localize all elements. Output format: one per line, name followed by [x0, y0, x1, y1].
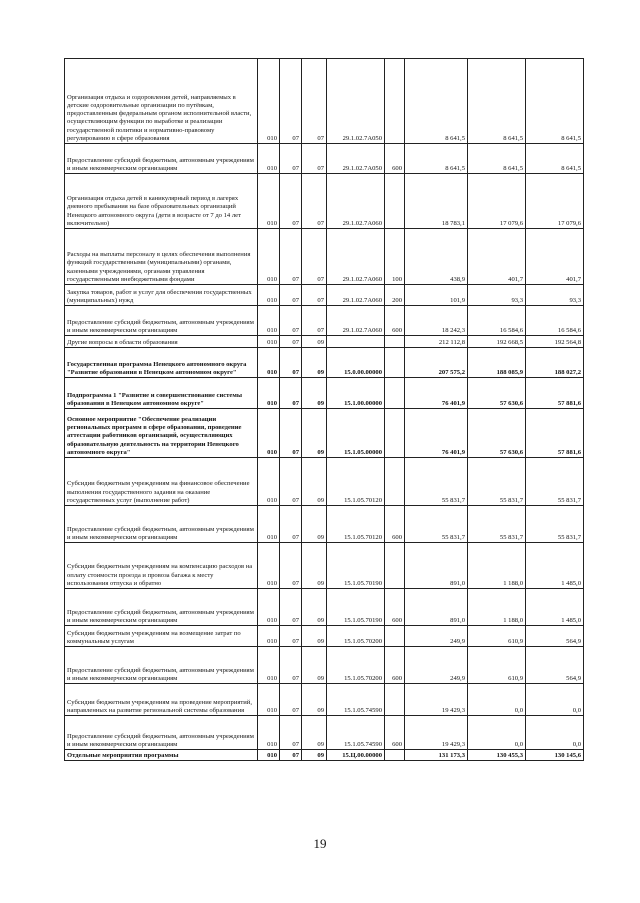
table-row: [65, 684, 584, 716]
row-name: Субсидии бюджетным учреждениям на финансовое обеспечение выполнения государственного задания на оказание государственных услуг (выполнение работ): [65, 458, 258, 506]
ministry-code: 010: [258, 589, 280, 626]
amount-year-3: 8 641,5: [526, 59, 584, 144]
amount-year-2: 192 668,5: [468, 336, 526, 348]
row-name: Предоставление субсидий бюджетным, автономным учреждениям и иным некоммерческим организациям: [65, 306, 258, 336]
subsection-code: 09: [302, 336, 327, 348]
subsection-code: 07: [302, 285, 327, 306]
amount-year-2: 57 630,6: [468, 378, 526, 409]
amount-year-2: 188 085,9: [468, 348, 526, 378]
row-name: Отдельные мероприятия программы: [65, 750, 258, 761]
row-name: Предоставление субсидий бюджетным, автономным учреждениям и иным некоммерческим организациям: [65, 144, 258, 174]
table-row: [65, 285, 584, 306]
subsection-code: 09: [302, 750, 327, 761]
subsection-code: 09: [302, 378, 327, 409]
target-article-code: 15.1.05.70190: [327, 589, 385, 626]
ministry-code: 010: [258, 378, 280, 409]
target-article-code: 15.1.05.74590: [327, 684, 385, 716]
subsection-code: 09: [302, 543, 327, 589]
subsection-code: 09: [302, 626, 327, 647]
table-row: [65, 716, 584, 750]
amount-year-3: 57 881,6: [526, 378, 584, 409]
subsection-code: 09: [302, 506, 327, 543]
target-article-code: 29.1.02.7А060: [327, 174, 385, 229]
ministry-code: 010: [258, 716, 280, 750]
amount-year-3: 57 881,6: [526, 409, 584, 458]
amount-year-2: 1 188,0: [468, 589, 526, 626]
amount-year-2: 8 641,5: [468, 59, 526, 144]
expense-type-code: [385, 458, 405, 506]
amount-year-3: 564,9: [526, 626, 584, 647]
expense-type-code: 600: [385, 716, 405, 750]
amount-year-3: 16 584,6: [526, 306, 584, 336]
section-code: 07: [280, 716, 302, 750]
section-code: 07: [280, 543, 302, 589]
section-code: 07: [280, 626, 302, 647]
expense-type-code: 600: [385, 589, 405, 626]
amount-year-1: 55 831,7: [405, 458, 468, 506]
amount-year-1: 18 783,1: [405, 174, 468, 229]
amount-year-3: 55 831,7: [526, 506, 584, 543]
expense-type-code: 600: [385, 144, 405, 174]
amount-year-2: 17 079,6: [468, 174, 526, 229]
amount-year-3: 401,7: [526, 229, 584, 285]
ministry-code: 010: [258, 144, 280, 174]
target-article-code: [327, 336, 385, 348]
subsection-code: 07: [302, 229, 327, 285]
section-code: 07: [280, 59, 302, 144]
row-name: Другие вопросы в области образования: [65, 336, 258, 348]
subsection-code: 09: [302, 684, 327, 716]
table-row: [65, 348, 584, 378]
amount-year-2: 55 831,7: [468, 506, 526, 543]
amount-year-1: 76 401,9: [405, 409, 468, 458]
table-row: [65, 589, 584, 626]
ministry-code: 010: [258, 626, 280, 647]
ministry-code: 010: [258, 684, 280, 716]
amount-year-3: 0,0: [526, 716, 584, 750]
target-article-code: 29.1.02.7А050: [327, 144, 385, 174]
amount-year-1: 76 401,9: [405, 378, 468, 409]
subsection-code: 07: [302, 144, 327, 174]
amount-year-1: 55 831,7: [405, 506, 468, 543]
section-code: 07: [280, 750, 302, 761]
ministry-code: 010: [258, 229, 280, 285]
amount-year-3: 17 079,6: [526, 174, 584, 229]
section-code: 07: [280, 589, 302, 626]
row-name: Государственная программа Ненецкого автономного округа "Развитие образования в Ненецком автономном округе": [65, 348, 258, 378]
amount-year-1: 891,0: [405, 543, 468, 589]
subsection-code: 09: [302, 716, 327, 750]
subsection-code: 09: [302, 458, 327, 506]
target-article-code: 15.1.05.70120: [327, 506, 385, 543]
amount-year-1: 249,9: [405, 626, 468, 647]
section-code: 07: [280, 647, 302, 684]
amount-year-3: 1 485,0: [526, 543, 584, 589]
ministry-code: 010: [258, 750, 280, 761]
amount-year-2: 0,0: [468, 716, 526, 750]
target-article-code: 15.0.00.00000: [327, 348, 385, 378]
amount-year-2: 8 641,5: [468, 144, 526, 174]
section-code: 07: [280, 458, 302, 506]
amount-year-3: 130 145,6: [526, 750, 584, 761]
target-article-code: 15.1.05.00000: [327, 409, 385, 458]
row-name: Организация отдыха детей в каникулярный период в лагерях дневного пребывания на базе образовательных организаций Ненецкого автономного округа (дети в возрасте от 7 до 14 лет включительно): [65, 174, 258, 229]
section-code: 07: [280, 174, 302, 229]
section-code: 07: [280, 336, 302, 348]
expense-type-code: [385, 684, 405, 716]
amount-year-1: 207 575,2: [405, 348, 468, 378]
table-row: [65, 229, 584, 285]
table-body: [65, 59, 584, 761]
expense-type-code: 600: [385, 647, 405, 684]
amount-year-3: 93,3: [526, 285, 584, 306]
amount-year-3: 0,0: [526, 684, 584, 716]
expense-type-code: 100: [385, 229, 405, 285]
table-row: [65, 336, 584, 348]
target-article-code: 15.1.05.70190: [327, 543, 385, 589]
ministry-code: 010: [258, 285, 280, 306]
table-row: [65, 626, 584, 647]
target-article-code: 15.1.05.70120: [327, 458, 385, 506]
row-name: Подпрограмма 1 "Развитие и совершенствование системы образования в Ненецком автономном округе": [65, 378, 258, 409]
ministry-code: 010: [258, 543, 280, 589]
subsection-code: 09: [302, 409, 327, 458]
table-row: [65, 506, 584, 543]
ministry-code: 010: [258, 348, 280, 378]
amount-year-1: 101,9: [405, 285, 468, 306]
expense-type-code: 600: [385, 306, 405, 336]
amount-year-2: 1 188,0: [468, 543, 526, 589]
table-row: [65, 174, 584, 229]
target-article-code: 29.1.02.7А060: [327, 306, 385, 336]
target-article-code: 15.1.05.70200: [327, 626, 385, 647]
row-name: Расходы на выплаты персоналу в целях обеспечения выполнения функций государственными (муниципальными) органами, казенными учреждениями, органами управления государственными внебюджетными фондами: [65, 229, 258, 285]
amount-year-2: 610,9: [468, 626, 526, 647]
row-name: Закупка товаров, работ и услуг для обеспечения государственных (муниципальных) нужд: [65, 285, 258, 306]
table-row: [65, 750, 584, 761]
target-article-code: 29.1.02.7А060: [327, 285, 385, 306]
section-code: 07: [280, 348, 302, 378]
expense-type-code: [385, 348, 405, 378]
amount-year-3: 188 027,2: [526, 348, 584, 378]
section-code: 07: [280, 409, 302, 458]
table-row: [65, 144, 584, 174]
target-article-code: 29.1.02.7А050: [327, 59, 385, 144]
section-code: 07: [280, 506, 302, 543]
expense-type-code: [385, 336, 405, 348]
subsection-code: 07: [302, 174, 327, 229]
row-name: Основное мероприятие "Обеспечение реализации региональных программ в сфере образования, проведение аттестации работников организаций, осуществляющих образовательную деятельность на территории Ненецкого автономного округа": [65, 409, 258, 458]
amount-year-2: 93,3: [468, 285, 526, 306]
ministry-code: 010: [258, 306, 280, 336]
amount-year-1: 212 112,8: [405, 336, 468, 348]
amount-year-1: 891,0: [405, 589, 468, 626]
page-number: 19: [313, 836, 327, 851]
section-code: 07: [280, 684, 302, 716]
expense-type-code: [385, 409, 405, 458]
amount-year-1: 249,9: [405, 647, 468, 684]
expense-type-code: 200: [385, 285, 405, 306]
amount-year-2: 0,0: [468, 684, 526, 716]
amount-year-1: 8 641,5: [405, 144, 468, 174]
section-code: 07: [280, 144, 302, 174]
amount-year-3: 8 641,5: [526, 144, 584, 174]
target-article-code: 15.1.00.00000: [327, 378, 385, 409]
ministry-code: 010: [258, 409, 280, 458]
amount-year-2: 16 584,6: [468, 306, 526, 336]
amount-year-1: 438,9: [405, 229, 468, 285]
ministry-code: 010: [258, 174, 280, 229]
amount-year-3: 55 831,7: [526, 458, 584, 506]
table-row: [65, 306, 584, 336]
section-code: 07: [280, 306, 302, 336]
subsection-code: 09: [302, 348, 327, 378]
target-article-code: 15.1.05.74590: [327, 716, 385, 750]
row-name: Предоставление субсидий бюджетным, автономным учреждениям и иным некоммерческим организациям: [65, 716, 258, 750]
amount-year-2: 55 831,7: [468, 458, 526, 506]
budget-table: [64, 58, 584, 761]
row-name: Предоставление субсидий бюджетным, автономным учреждениям и иным некоммерческим организациям: [65, 506, 258, 543]
amount-year-2: 57 630,6: [468, 409, 526, 458]
amount-year-1: 8 641,5: [405, 59, 468, 144]
target-article-code: 15.1.05.70200: [327, 647, 385, 684]
expense-type-code: [385, 626, 405, 647]
ministry-code: 010: [258, 647, 280, 684]
ministry-code: 010: [258, 336, 280, 348]
section-code: 07: [280, 285, 302, 306]
table-row: [65, 647, 584, 684]
amount-year-1: 18 242,3: [405, 306, 468, 336]
table-row: [65, 59, 584, 144]
subsection-code: 09: [302, 589, 327, 626]
amount-year-3: 1 485,0: [526, 589, 584, 626]
row-name: Организация отдыха и оздоровления детей, направляемых в детские оздоровительные организации по путёвкам, предоставленным федеральным органом исполнительной власти, осуществляющим функции по выработке и реализации государственной политики и нормативно-правовому регулированию в сфере образования: [65, 59, 258, 144]
amount-year-2: 130 455,3: [468, 750, 526, 761]
ministry-code: 010: [258, 458, 280, 506]
target-article-code: 29.1.02.7А060: [327, 229, 385, 285]
subsection-code: 07: [302, 59, 327, 144]
subsection-code: 07: [302, 306, 327, 336]
target-article-code: 15.Ц.00.00000: [327, 750, 385, 761]
row-name: Предоставление субсидий бюджетным, автономным учреждениям и иным некоммерческим организациям: [65, 589, 258, 626]
table-row: [65, 378, 584, 409]
amount-year-1: 19 429,3: [405, 684, 468, 716]
row-name: Субсидии бюджетным учреждениям на возмещение затрат по коммунальным услугам: [65, 626, 258, 647]
row-name: Субсидии бюджетным учреждениям на проведение мероприятий, направленных на развитие региональной системы образования: [65, 684, 258, 716]
expense-type-code: [385, 174, 405, 229]
section-code: 07: [280, 229, 302, 285]
ministry-code: 010: [258, 59, 280, 144]
amount-year-3: 564,9: [526, 647, 584, 684]
amount-year-1: 19 429,3: [405, 716, 468, 750]
ministry-code: 010: [258, 506, 280, 543]
subsection-code: 09: [302, 647, 327, 684]
expense-type-code: [385, 543, 405, 589]
expense-type-code: 600: [385, 506, 405, 543]
expense-type-code: [385, 750, 405, 761]
row-name: Субсидии бюджетным учреждениям на компенсацию расходов на оплату стоимости проезда и провоза багажа к месту использования отпуска и обратно: [65, 543, 258, 589]
row-name: Предоставление субсидий бюджетным, автономным учреждениям и иным некоммерческим организациям: [65, 647, 258, 684]
table-row: [65, 409, 584, 458]
amount-year-2: 401,7: [468, 229, 526, 285]
table-row: [65, 543, 584, 589]
expense-type-code: [385, 59, 405, 144]
section-code: 07: [280, 378, 302, 409]
amount-year-3: 192 564,8: [526, 336, 584, 348]
amount-year-2: 610,9: [468, 647, 526, 684]
expense-type-code: [385, 378, 405, 409]
table-row: [65, 458, 584, 506]
amount-year-1: 131 173,3: [405, 750, 468, 761]
